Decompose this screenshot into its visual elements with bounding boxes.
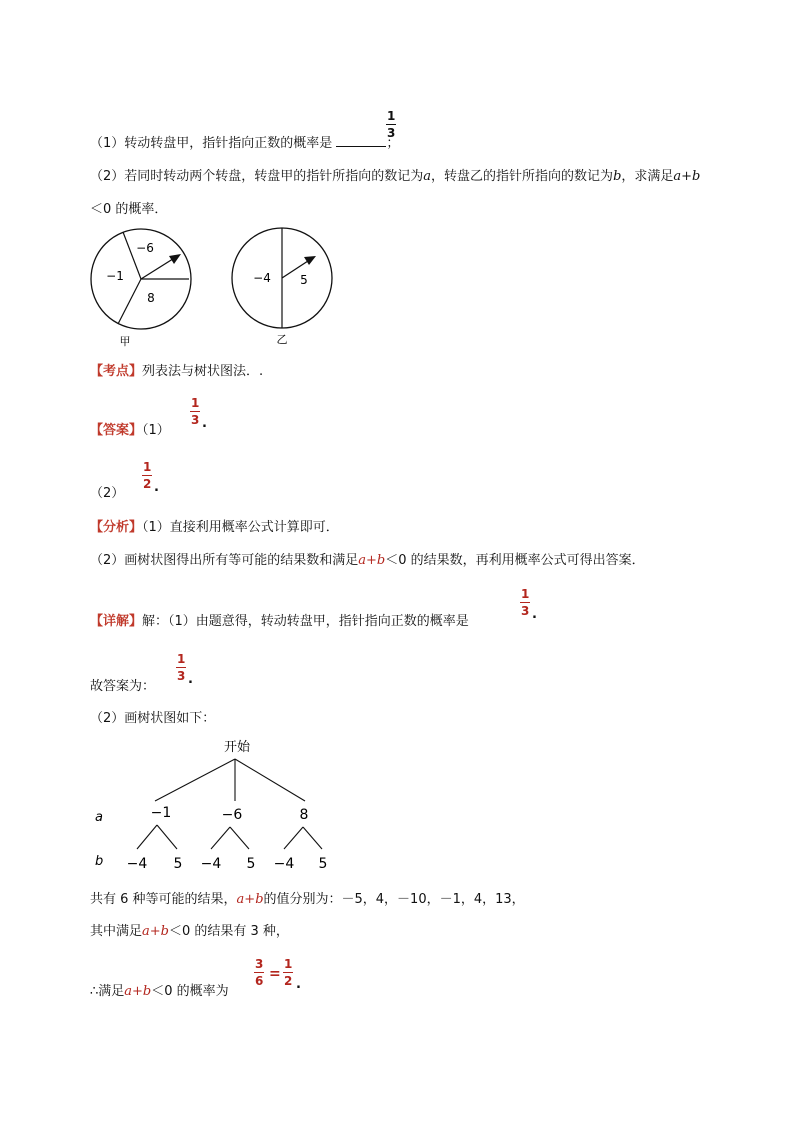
fraction-numerator: 1	[191, 396, 200, 410]
question-part2-text-b: ，转盘乙的指针所指向的数记为	[431, 169, 614, 184]
xiangjie-tag: 【详解】	[90, 614, 143, 629]
spinner-yi-sector-neg4: −4	[253, 271, 271, 285]
question-part1-text: （1）转动转盘甲，指针指向正数的概率是	[90, 136, 333, 151]
xiangjie-line3: （2）画树状图如下：	[90, 711, 216, 726]
condition-text-a: 其中满足	[90, 924, 143, 939]
variable-a: a	[423, 169, 432, 184]
question-part2-text-a: （2）若同时转动两个转盘，转盘甲的指针所指向的数记为	[90, 169, 424, 184]
tree-level2-node: −4	[200, 856, 222, 872]
expr-a-plus-b: a+b	[124, 984, 152, 999]
question-part1-fraction	[386, 109, 396, 140]
tree-level2-node: −4	[273, 856, 295, 872]
fraction-numerator: 1	[143, 460, 152, 474]
variable-b: b	[613, 169, 622, 184]
fraction-denominator: 3	[191, 413, 200, 427]
fraction-numerator: 1	[387, 109, 396, 123]
fraction-denominator: 2	[284, 974, 293, 988]
answer-p2-label: （2）	[90, 486, 125, 501]
spinner-jia-label: 甲	[119, 335, 131, 348]
answer-tag: 【答案】	[90, 423, 143, 438]
question-part1-end: ；	[386, 136, 400, 151]
question-part2-line1	[90, 165, 700, 184]
question-part1	[90, 132, 399, 151]
arrowhead-icon	[169, 254, 181, 264]
tree-row-a-label: a	[95, 810, 103, 825]
fenxi-line2	[90, 549, 645, 568]
fraction-denominator: 3	[387, 126, 396, 140]
tree-level2-node: 5	[246, 856, 256, 872]
spinner-jia-sector-neg6: −6	[136, 241, 154, 255]
answer-line1	[90, 419, 170, 438]
condition-text-b: ＜0 的结果有 3 种，	[168, 924, 289, 939]
arrowhead-icon	[304, 256, 316, 265]
spinner-yi-label: 乙	[276, 333, 288, 346]
spinner-figure	[85, 222, 345, 350]
xiangjie-line1	[90, 610, 469, 629]
kaodian-line	[90, 360, 263, 379]
tree-level2-node: 5	[173, 856, 183, 872]
tree-level1-node: −1	[150, 805, 172, 821]
fenxi-line1	[90, 516, 339, 535]
kaodian-tag: 【考点】	[90, 364, 143, 379]
tree-level2-node: −4	[126, 856, 148, 872]
answer-p2-fraction	[142, 460, 152, 491]
tree-row-b-label: b	[95, 854, 104, 869]
tree-root: 开始	[223, 740, 251, 755]
final-text-b: ＜0 的概率为	[151, 984, 229, 999]
tree-level1-node: 8	[299, 807, 309, 823]
fraction-denominator: 3	[521, 604, 530, 618]
result-text-a: 共有 6 种等可能的结果，	[90, 892, 237, 907]
expr-a-plus-b: a+b	[236, 892, 264, 907]
kaodian-text: 列表法与树状图法．.	[142, 364, 264, 379]
spinner-yi	[232, 228, 332, 346]
expr-a-plus-b: a+b	[358, 553, 386, 568]
spinner-jia	[91, 229, 191, 348]
xiangjie-fraction1	[520, 587, 530, 618]
expr-a-plus-b: a+b	[142, 924, 169, 939]
answer-p1-fraction	[190, 396, 200, 427]
fraction-numerator: 1	[521, 587, 530, 601]
result-text-b: 的值分别为：－5，4，－10，－1，4，13，	[263, 892, 525, 907]
question-part2-text-c: ，求满足	[621, 169, 674, 184]
tree-level1-node: −6	[221, 807, 243, 823]
fraction-denominator: 6	[255, 974, 264, 988]
xiangjie-guda: 故答案为：	[90, 679, 156, 694]
fraction-numerator: 1	[284, 957, 293, 971]
fraction-denominator: 3	[177, 669, 186, 683]
expr-a-plus-b: a+b	[673, 169, 701, 184]
tree-level2-node: 5	[318, 856, 328, 872]
fenxi-text1: （1）直接利用概率公式计算即可．	[142, 520, 339, 535]
final-text-a: ∴满足	[90, 984, 125, 999]
tree-diagram	[85, 733, 345, 878]
final-equals: =	[269, 966, 281, 982]
answer-p1-period: .	[202, 416, 207, 431]
fenxi-text2a: （2）画树状图得出所有等可能的结果数和满足	[90, 553, 359, 568]
final-period: .	[296, 977, 301, 992]
fenxi-text2b: ＜0 的结果数，再利用概率公式可得出答案．	[385, 553, 645, 568]
final-fraction-left	[254, 957, 264, 988]
spinner-jia-pointer	[141, 257, 176, 279]
question-part2-line2: ＜0 的概率．	[90, 202, 168, 217]
spinner-jia-sector-8: 8	[147, 291, 155, 305]
spinner-jia-sector-neg1: −1	[106, 269, 124, 283]
xiangjie-fraction2	[176, 652, 186, 683]
fraction-numerator: 3	[255, 957, 264, 971]
fraction-numerator: 1	[177, 652, 186, 666]
final-fraction-right	[283, 957, 293, 988]
xiangjie-result	[90, 888, 525, 907]
answer-blank	[336, 134, 386, 147]
answer-p2-period: .	[154, 480, 159, 495]
xiangjie-text1: 解：（1）由题意得，转动转盘甲，指针指向正数的概率是	[142, 614, 469, 629]
xiangjie-period1: .	[532, 607, 537, 622]
xiangjie-condition	[90, 920, 289, 939]
answer-p1-label: （1）	[142, 423, 170, 438]
xiangjie-period2: .	[188, 672, 193, 687]
xiangjie-final	[90, 980, 229, 999]
fenxi-tag: 【分析】	[90, 520, 143, 535]
spinner-yi-sector-5: 5	[300, 273, 308, 287]
fraction-denominator: 2	[143, 477, 152, 491]
